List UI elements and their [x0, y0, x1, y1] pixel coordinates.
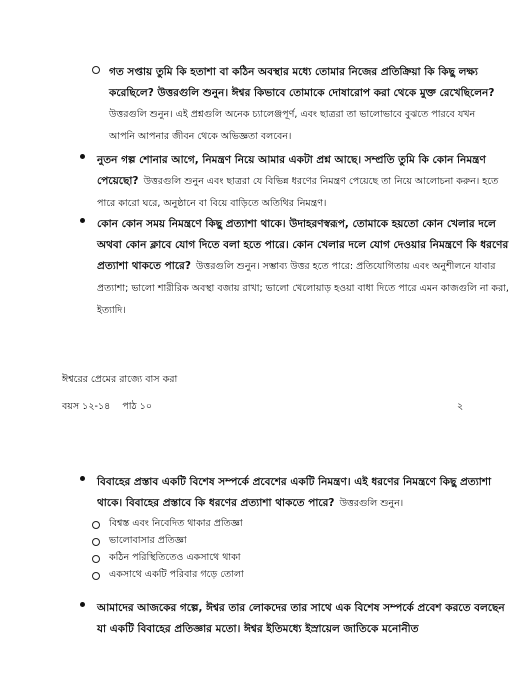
bullet-icon: [80, 476, 85, 481]
answer-text: উত্তরগুলি শুনুন। সম্ভাব্য উত্তর হতে পারে: প্রতিযোগিতায় এবং অনুশীলনে যাবার প্রত্যাশা; ভালো শারীরিক অবস্থা বজায় রাখা; ভালো খেলোয়াড় হওয়া বাধা দিতে পারে এমন কাজগুলি না করা, ইত্যাদি।: [97, 261, 509, 316]
answer-text: উত্তরগুলি শুনুন এবং ছাত্ররা যে বিভিন্ন ধরণের নিমন্ত্রণ পেয়েছে তা নিয়ে আলোচনা করুন। হতে পারে কারো ঘরে, অনুষ্ঠানে বা বিয়ে বাড়িতে অতিথির নিমন্ত্রণ।: [97, 176, 499, 209]
answer-text: উত্তরগুলি শুনুন।: [339, 498, 404, 509]
question-text: নুতন গল্প শোনার আগে, নিমন্ত্রণ নিয়ে আমার একটা প্রশ্ন আছে। সম্প্রতি তুমি কি কোন নিমন্ত্রণ পেয়েছো?: [97, 154, 486, 187]
bullet-item-expectations: [80, 212, 510, 320]
page-number: ২: [457, 401, 464, 412]
lesson-info: বয়স ১২-১৪ পাঠ ১০: [62, 401, 152, 412]
bullet-item-marriage-proposal: [80, 470, 510, 513]
open-circle-bullet-icon: [92, 66, 100, 74]
bullet-icon: [80, 218, 85, 223]
sub-list-expectations: [92, 516, 392, 584]
question-text: বিবাহের প্রস্তাব একটি বিশেষ সম্পর্কে প্রবেশের একটি নিমন্ত্রণ। এই ধরণের নিমন্ত্রণে কিছু প্রত্যাশা থাকে। বিবাহের প্রস্তাবে কি ধরণের প্রত্যাশা থাকতে পারে?: [97, 476, 492, 509]
sub-list-item: বিশ্বস্ত এবং নিবেদিত থাকার প্রতিজ্ঞা: [92, 516, 392, 533]
open-circle-bullet-icon: [92, 521, 100, 529]
bullet-item-todays-story: [80, 596, 510, 638]
bullet-item-invitation: [80, 148, 510, 213]
open-circle-bullet-icon: [92, 555, 100, 563]
question-text: গত সপ্তায় তুমি কি হতাশা বা কঠিন অবস্থার মধ্যে তোমার নিজের প্রতিক্রিয়া কি কিছু লক্ষ্য করেছিলে? উত্তরগুলি শুনুন। ঈশ্বর কিভাবে তোমাকে দোষারোপ করা থেকে মুক্ত রেখেছিলেন?: [109, 66, 495, 99]
sub-list-item: একসাথে একটি পরিবার গড়ে তোলা: [92, 567, 392, 584]
question-text: আমাদের আজকের গল্পে, ঈশ্বর তার লোকদের তার সাথে এক বিশেষ সম্পর্কে প্রবেশ করতে বলছেন যা একটি বিবাহের প্রতিজ্ঞার মতো। ঈশ্বর ইতিমধ্যে ইস্রায়েল জাতিকে মনোনীত: [97, 602, 505, 635]
sub-bullet-item-reaction: [92, 60, 502, 146]
question-text: কোন কোন সময় নিমন্ত্রণে কিছু প্রত্যাশা থাকে। উদাহরণস্বরূপ, তোমাকে হয়তো কোন খেলার দলে অথবা কোন ক্লাবে যোগ দিতে বলা হতে পারে। কোন খেলার দলে যোগ দেওয়ার নিমন্ত্রণে কি ধরণের প্রত্যাশা থাকতে পারে?: [97, 218, 509, 272]
answer-text: উত্তরগুলি শুনুন। এই প্রশ্নগুলি অনেক চ্যালেঞ্জপূর্ণ, এবং ছাত্ররা তা ভালোভাবে বুঝতে পারবে যখন আপনি আপনার জীবন থেকে অভিজ্ঞতা বলবেন।: [109, 109, 476, 142]
open-circle-bullet-icon: [92, 572, 100, 580]
bullet-icon: [80, 154, 85, 159]
open-circle-bullet-icon: [92, 538, 100, 546]
sub-list-item: ভালোবাসার প্রতিজ্ঞা: [92, 533, 392, 550]
sub-list-item: কঠিন পরিস্থিতিতেও একসাথে থাকা: [92, 550, 392, 567]
running-title: ঈশ্বরের প্রেমের রাজ্যে বাস করা: [62, 374, 178, 385]
bullet-icon: [80, 602, 85, 607]
